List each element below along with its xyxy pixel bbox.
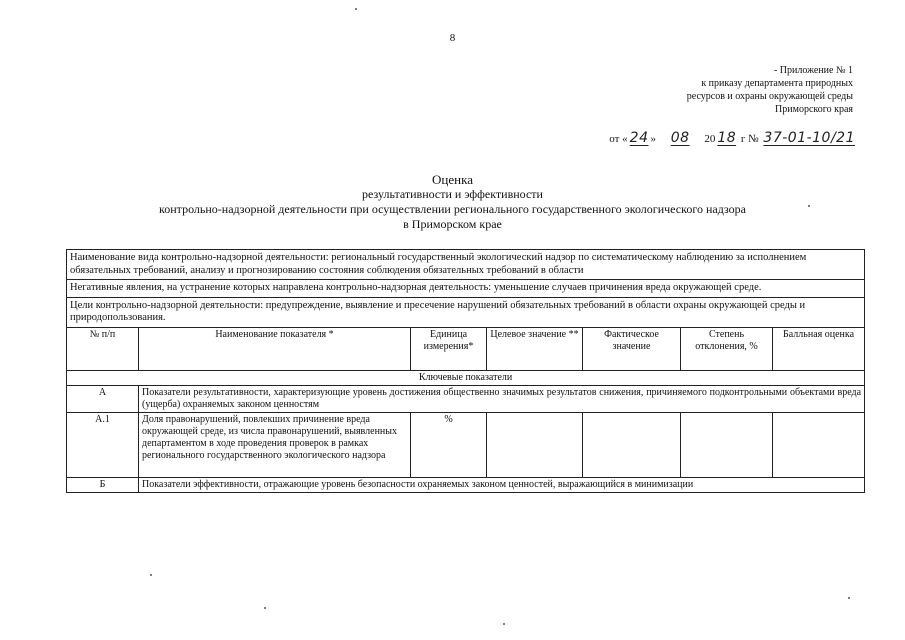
row-a1-unit: % [411,412,487,477]
appendix-line-4: Приморского края [775,104,853,115]
scan-speck [264,607,266,609]
section-b-num: Б [67,477,139,492]
header-deviation: Степень отклонения, % [681,327,773,370]
order-day-close: » [650,133,656,145]
header-unit: Единица измерения* [411,327,487,370]
row-a1-num: А.1 [67,412,139,477]
table-header-row [67,327,865,370]
row-a1-score [773,412,865,477]
row-a1-name: Доля правонарушений, повлекших причинение вреда окружающей среде, из числа правонарушений, выявленных департаментом в ходе проведения проверок в рамках регионального государственного экологического надзора [139,412,411,477]
header-target: Целевое значение ** [487,327,583,370]
order-number-label: г № [738,133,759,145]
table-row [67,370,865,385]
row-a1-deviation [681,412,773,477]
appendix-line-2: к приказу департамента природных [701,78,853,89]
order-day-handwritten: 24 [629,130,649,146]
order-year-handwritten: 18 [717,130,737,146]
key-indicators-heading: Ключевые показатели [67,370,865,385]
activity-type-cell: Наименование вида контрольно-надзорной деятельности: региональный государственный экологический надзор по систематическому наблюдению за исполнением обязательных требований, анализу и прогнозированию состояния соблюдения обязательных требований в области [67,250,865,280]
section-a-text: Показатели результативности, характеризующие уровень достижения общественно значимых результатов снижения, причиняемого подконтрольными объектами вреда (ущерба) охраняемых законом ценностям [139,385,865,412]
table-row [67,250,865,280]
order-number-handwritten: 37-01-10/21 [763,130,855,146]
document-title [0,172,905,232]
header-score: Балльная оценка [773,327,865,370]
scan-speck [150,574,152,576]
order-from-label: от « [609,133,628,145]
header-num: № п/п [67,327,139,370]
order-reference [609,130,857,146]
title-line-4: в Приморском крае [403,217,502,231]
section-b-text: Показатели эффективности, отражающие уровень безопасности охраняемых законом ценностей, выражающийся в минимизации [139,477,865,492]
appendix-line-3: ресурсов и охраны окружающей среды [686,91,853,102]
header-name: Наименование показателя * [139,327,411,370]
order-year-prefix: 20 [704,133,716,145]
table-row [67,297,865,327]
row-a1-actual [583,412,681,477]
scan-speck [848,597,850,599]
scan-speck [503,623,505,625]
section-a-num: А [67,385,139,412]
appendix-line-1: - Приложение № 1 [773,65,853,76]
negative-phenomena-cell: Негативные явления, на устранение которых направлена контрольно-надзорная деятельность: уменьшение случаев причинения вреда окружающей среде. [67,280,865,298]
appendix-header [687,64,853,116]
page-number: 8 [449,32,456,44]
table-row [67,412,865,477]
order-month-handwritten: 08 [670,130,690,146]
header-actual: Фактическое значение [583,327,681,370]
row-a1-target [487,412,583,477]
scan-speck [808,205,810,207]
title-line-2: результативности и эффективности [362,187,543,201]
goals-cell: Цели контрольно-надзорной деятельности: предупреждение, выявление и пресечение нарушений обязательных требований в области охраны окружающей среды и природопользования. [67,297,865,327]
table-row [67,280,865,298]
scan-speck [355,8,357,10]
title-line-3: контрольно-надзорной деятельности при осуществлении регионального государственного экологического надзора [159,202,746,216]
title-line-1: Оценка [432,172,473,187]
table-row [67,385,865,412]
table-row [67,477,865,492]
evaluation-table [66,249,865,493]
